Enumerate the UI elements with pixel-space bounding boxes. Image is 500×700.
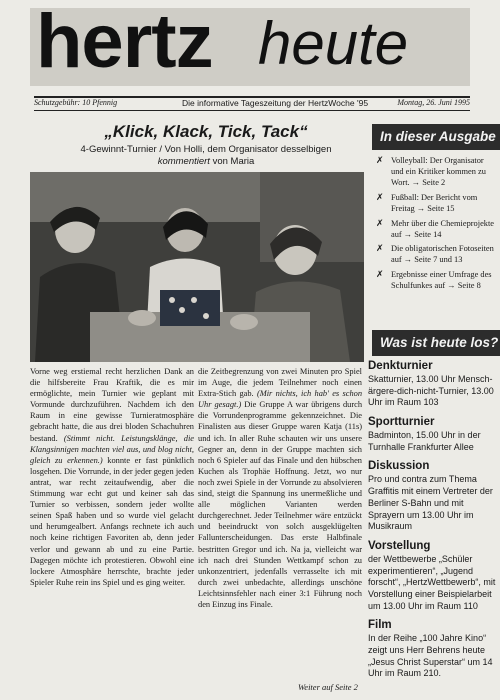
article-column-1 [30, 366, 194, 588]
article-text: Vorne weg erstiemal recht herzlichen Dank an die hilfsbereite Frau Kraftik, die es mir ermöglichte, mein Turnier wie geplant mit Vormunde durchzuführen. Nachdem ich den Raum in eine gewisse Turnieratmosphäre gebracht hatte, die aus drei bloden Schachuhren bestand. [30, 367, 194, 443]
event-item [368, 619, 500, 680]
event-item [368, 360, 500, 409]
event-text: In der Reihe „100 Jahre Kino“ zeigt uns Herr Behrens heute „Jesus Christ Superstar“ um 14 Uhr im Raum 210. [368, 633, 493, 679]
article-text: konnte er fast pünktlich losgehen. Die Vorrunde, in der jeder gegen jeden antrat, war recht zeitaufwendig, aber die Stimmung war echt gut und keiner sah das Turnier so verbissen, sondern jeder wollte seinen Spaß haben und so wurde viel gelacht und herumgealbert. Anfangs rechnete ich auch noch keine richtigen Favoriten ab, denn jeder verlor und gewann ab und zu eine Partie. Dagegen möchte ich protestieren. Obwohl eine lockere Atmosphäre herrschte, brachte jeder Spieler Ruhe rein ins Spiel und es ging weiter. [30, 455, 195, 587]
event-title: Sportturnier [368, 416, 435, 429]
continued-note: Weiter auf Seite 2 [298, 682, 358, 692]
article-aside: (Mir nichts, ich hab' es schon Uhr gesagt.) [198, 389, 363, 410]
edition-price: Schutzgebühr: 10 Pfennig [34, 98, 118, 107]
cross-icon: ✗ [376, 192, 384, 203]
masthead-title-light: heute [258, 10, 409, 77]
contents-list [376, 156, 496, 296]
article-subhead [50, 144, 362, 168]
event-title: Vorstellung [368, 539, 431, 552]
contents-item[interactable] [376, 219, 496, 241]
event-text: Badminton, 15.00 Uhr in der Turnhalle Frankfurter Allee [368, 430, 481, 452]
masthead-title-bold: hertz [36, 0, 213, 84]
article-photo [30, 172, 364, 362]
article-text: Die Gruppe A war übrigens durch die Vorrundenprogramme gekennzeichnet. Die Finalisten aus dieser Gruppe waren Katja (11s) und ich. In aller Ruhe schauten wir uns unsere Gegner an, denn in der Gruppe machten sich noch 6 Spieler auf das Finale und den hübschen Kuchen als Trophäe Hoffnung. Jetzt, wo nur noch zwei Spiele in der Vorrunde zu absolvieren sind, steigt die Spannung ins unermeßliche und alle möglichen Varianten werden durchgerechnet. Jeder Teilnehmer wäre entzückt und beeindruckt von solch ausgeklügelten Fallunterscheidungen. Das erste Halbfinale bestritten Gregor und ich. Na ja, vielleicht war ich nach drei Stunden Wettkampf schon zu unkonzentriert, jedenfalls verrasselte ich mit durch zwei unbedachte, allerdings unschöne Leichtsinnsfehler nach einer 3:1 Führung noch den Einzug ins Finale. [198, 400, 363, 609]
masthead [0, 0, 500, 118]
article-headline: „Klick, Klack, Tick, Tack“ [104, 122, 308, 141]
photo-image [30, 172, 364, 362]
masthead-rule-bottom [34, 110, 470, 111]
contents-item[interactable] [376, 156, 496, 189]
masthead-tagline: Die informative Tageszeitung der HertzWoche '95 [182, 98, 369, 108]
contents-item-text: Ergebnisse einer Umfrage des Schulfunkes auf → Seite 8 [391, 270, 492, 291]
cross-icon: ✗ [376, 244, 384, 255]
contents-item[interactable] [376, 270, 496, 292]
article-text: die Zeitbegrenzung von zwei Minuten pro Spiel im Auge, die jedem Teilnehmer noch einen Extra-Stich gab. [198, 367, 362, 399]
event-item [368, 416, 500, 453]
cross-icon: ✗ [376, 270, 384, 281]
contents-item[interactable] [376, 244, 496, 266]
contents-item-text: Die obligatorischen Fotoseiten auf → Seite 7 und 13 [391, 244, 494, 265]
contents-item-text: Mehr über die Chemieprojekte auf → Seite 14 [391, 218, 495, 239]
contents-heading: In dieser Ausgabe [372, 124, 500, 150]
event-text: der Wettbewerbe „Schüler experimentieren“, „Jugend forscht“, „HertzWettbewerb“, mit Vorstellung einer Beispielarbeit um 13.00 Uhr im Raum 110 [368, 553, 496, 611]
today-heading: Was ist heute los? [372, 330, 500, 356]
event-title: Denkturnier [368, 360, 433, 372]
cross-icon: ✗ [376, 218, 384, 229]
subhead-author: von Maria [209, 155, 255, 167]
article-column-2 [198, 366, 362, 610]
issue-date: Montag, 26. Juni 1995 [397, 98, 470, 107]
event-item [368, 460, 500, 532]
cross-icon: ✗ [376, 156, 384, 166]
event-title: Diskussion [368, 460, 430, 473]
event-text: Skatturnier, 13.00 Uhr Mensch-ärgere-dich-nicht-Turnier, 13.00 Uhr im Raum 103 [368, 374, 494, 408]
event-item [368, 540, 500, 612]
subhead-line: 4-Gewinnt-Turnier / Von Holli, dem Organisator desselbigen [80, 144, 332, 155]
contents-item[interactable] [376, 193, 496, 215]
article-aside: (Stimmt nicht. Leistungsklänge, die Klangsinnigen machten viel aus, und blog nicht, gleich zu erkennen.) [30, 433, 195, 465]
subhead-italic: kommentiert [157, 155, 210, 167]
contents-item-text: Volleyball: Der Organisator und ein Kritiker kommen zu Wort. → Seite 2 [391, 156, 486, 187]
events-list [368, 360, 500, 687]
event-title: Film [368, 619, 392, 632]
contents-item-text: Fußball: Der Bericht vom Freitag → Seite 15 [391, 192, 478, 213]
event-text: Pro und contra zum Thema Graffitis mit einem Vertreter der Berliner S-Bahn und mit Sprayern um 13.00 Uhr im Musikraum [368, 474, 493, 532]
